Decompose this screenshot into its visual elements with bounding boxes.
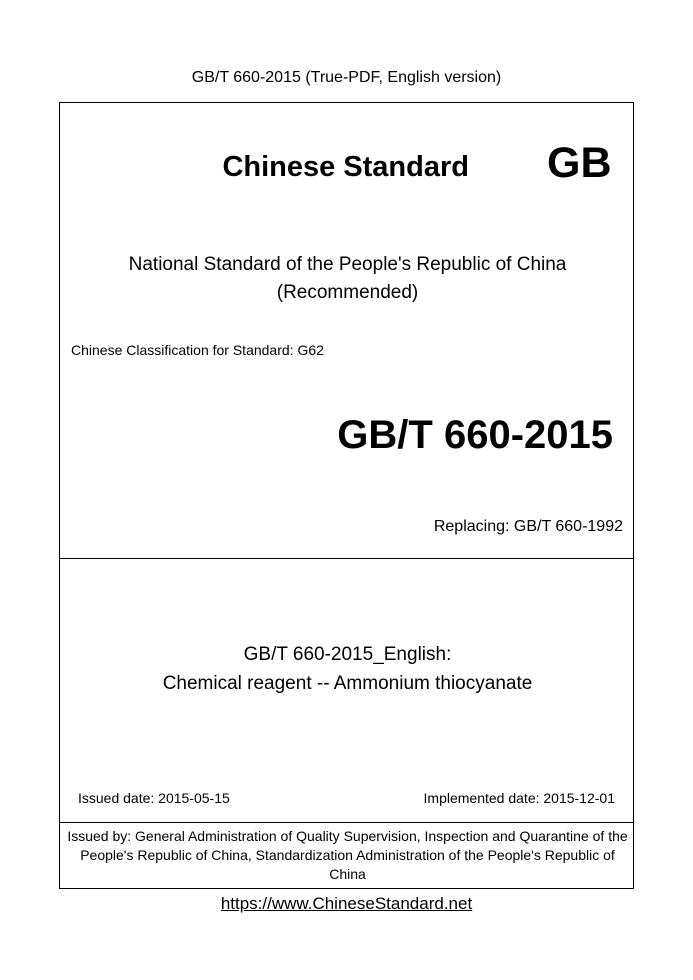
replacing-text: Replacing: GB/T 660-1992 <box>433 518 623 535</box>
document-title-line-2: Chemical reagent -- Ammonium thiocyanate <box>162 673 533 694</box>
page-header-title: GB/T 660-2015 (True-PDF, English version) <box>191 69 502 86</box>
chinese-standard-heading: Chinese Standard <box>222 151 469 183</box>
document-title <box>60 640 635 698</box>
title-box <box>59 558 634 823</box>
issuer-box <box>59 822 634 889</box>
website-link[interactable]: https://www.ChineseStandard.net <box>220 894 473 913</box>
national-standard-text <box>60 251 635 307</box>
document-title-line-1: GB/T 660-2015_English: <box>243 644 452 665</box>
national-line-2: (Recommended) <box>276 282 419 303</box>
issued-date: Issued date: 2015-05-15 <box>78 790 230 806</box>
classification-text: Chinese Classification for Standard: G62 <box>71 342 324 358</box>
gb-mark: GB <box>547 139 612 187</box>
national-line-1: National Standard of the People's Republic of China <box>128 254 567 275</box>
standard-number: GB/T 660-2015 <box>337 413 613 457</box>
issued-by-text: Issued by: General Administration of Quality Supervision, Inspection and Quarantine of the People's Republic of China, Standardization Administration of the People's Republic of China <box>67 828 628 882</box>
implemented-date: Implemented date: 2015-12-01 <box>423 790 615 806</box>
cover-box <box>59 102 634 559</box>
